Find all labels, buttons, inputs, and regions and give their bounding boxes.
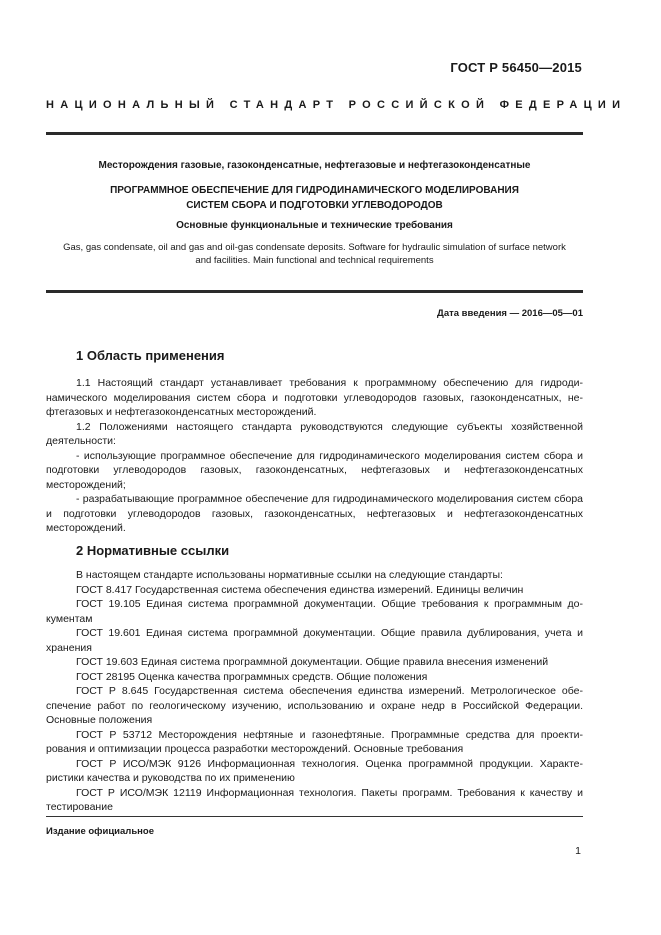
top-rule — [46, 132, 583, 135]
reference-item: ГОСТ 19.603 Единая система программной документации. Общие правила внесения изменений — [76, 656, 549, 668]
reference-item: ГОСТ 28195 Оценка качества программных средств. Общие положения — [76, 670, 428, 683]
reference-item: ГОСТ Р 53712 Месторождения нефтяные и газонефтяные. Программные средства для проектирования и оптимизации процесса разработки месторождений. Основные требования — [46, 728, 583, 755]
footer-rule — [46, 816, 583, 817]
doc-subtitle: Месторождения газовые, газоконденсатные, нефтегазовые и нефтегазоконденсатные — [98, 160, 531, 171]
section-1-heading: 1 Область применения — [76, 348, 225, 363]
doc-main-title — [46, 183, 583, 213]
national-standard-banner: НАЦИОНАЛЬНЫЙ СТАНДАРТ РОССИЙСКОЙ ФЕДЕРАЦИИ — [46, 99, 627, 111]
paragraph: - разрабатывающие программное обеспечение для гидродинамического моделирования систем сбора и подготовки углеводородов газовых, газоконденсатных, нефтегазовых и нефтегазоконденсатных месторождений. — [46, 493, 583, 534]
doc-main-title-line2: СИСТЕМ СБОРА И ПОДГОТОВКИ УГЛЕВОДОРОДОВ — [186, 200, 443, 211]
title-bottom-rule — [46, 290, 583, 293]
english-title-line1: Gas, gas condensate, oil and gas and oil-gas condensate deposits. Software for hydraulic simulation of surface network — [63, 242, 566, 253]
doc-english-title — [46, 241, 583, 267]
page-number: 1 — [575, 845, 581, 857]
doc-requirements-title: Основные функциональные и технические требования — [176, 220, 453, 231]
section-1-body — [46, 376, 583, 536]
official-edition-label: Издание официальное — [46, 826, 154, 837]
standard-code: ГОСТ Р 56450—2015 — [450, 60, 582, 75]
paragraph: 1.1 Настоящий стандарт устанавливает требования к программному обеспечению для гидродинамического моделирования систем сбора и подготовки углеводородов газовых, газоконденсатных, нефтегазовых и нефтегазоконденсатных месторождений. — [46, 377, 583, 418]
reference-item: ГОСТ Р 8.645 Государственная система обеспечения единства измерений. Метрологическое обеспечение работ по геологическому изучению, использованию и охране недр в Российской Федерации. Основные положения — [46, 685, 583, 726]
reference-item: ГОСТ 8.417 Государственная система обеспечения единства измерений. Единицы величин — [76, 583, 524, 596]
reference-item: ГОСТ 19.601 Единая система программной документации. Общие правила дублирования, учета и хранения — [46, 627, 583, 654]
paragraph: - использующие программное обеспечение для гидродинамического моделирования систем сбора и подготовки углеводородов газовых, газоконденсатных, нефтегазовых и нефтегазоконденсатных месторождений; — [46, 449, 583, 491]
english-title-line2: and facilities. Main functional and technical requirements — [195, 255, 434, 266]
reference-item: ГОСТ Р ИСО/МЭК 12119 Информационная технология. Пакеты программ. Требования к качеству и тестирование — [46, 786, 583, 813]
section-2-body — [46, 568, 583, 815]
reference-item: ГОСТ Р ИСО/МЭК 9126 Информационная технология. Оценка программной продукции. Характеристики качества и руководства по их применению — [46, 757, 583, 784]
paragraph: 1.2 Положениями настоящего стандарта руководствуются следующие субъекты хозяйственной деятельности: — [46, 420, 583, 447]
section-2-heading: 2 Нормативные ссылки — [76, 543, 230, 558]
doc-main-title-line1: ПРОГРАММНОЕ ОБЕСПЕЧЕНИЕ ДЛЯ ГИДРОДИНАМИЧЕСКОГО МОДЕЛИРОВАНИЯ — [110, 185, 519, 196]
paragraph: В настоящем стандарте использованы нормативные ссылки на следующие стандарты: — [76, 569, 503, 581]
reference-item: ГОСТ 19.105 Единая система программной документации. Общие требования к программным документам — [46, 598, 583, 625]
introduction-date: Дата введения — 2016—05—01 — [437, 308, 583, 319]
